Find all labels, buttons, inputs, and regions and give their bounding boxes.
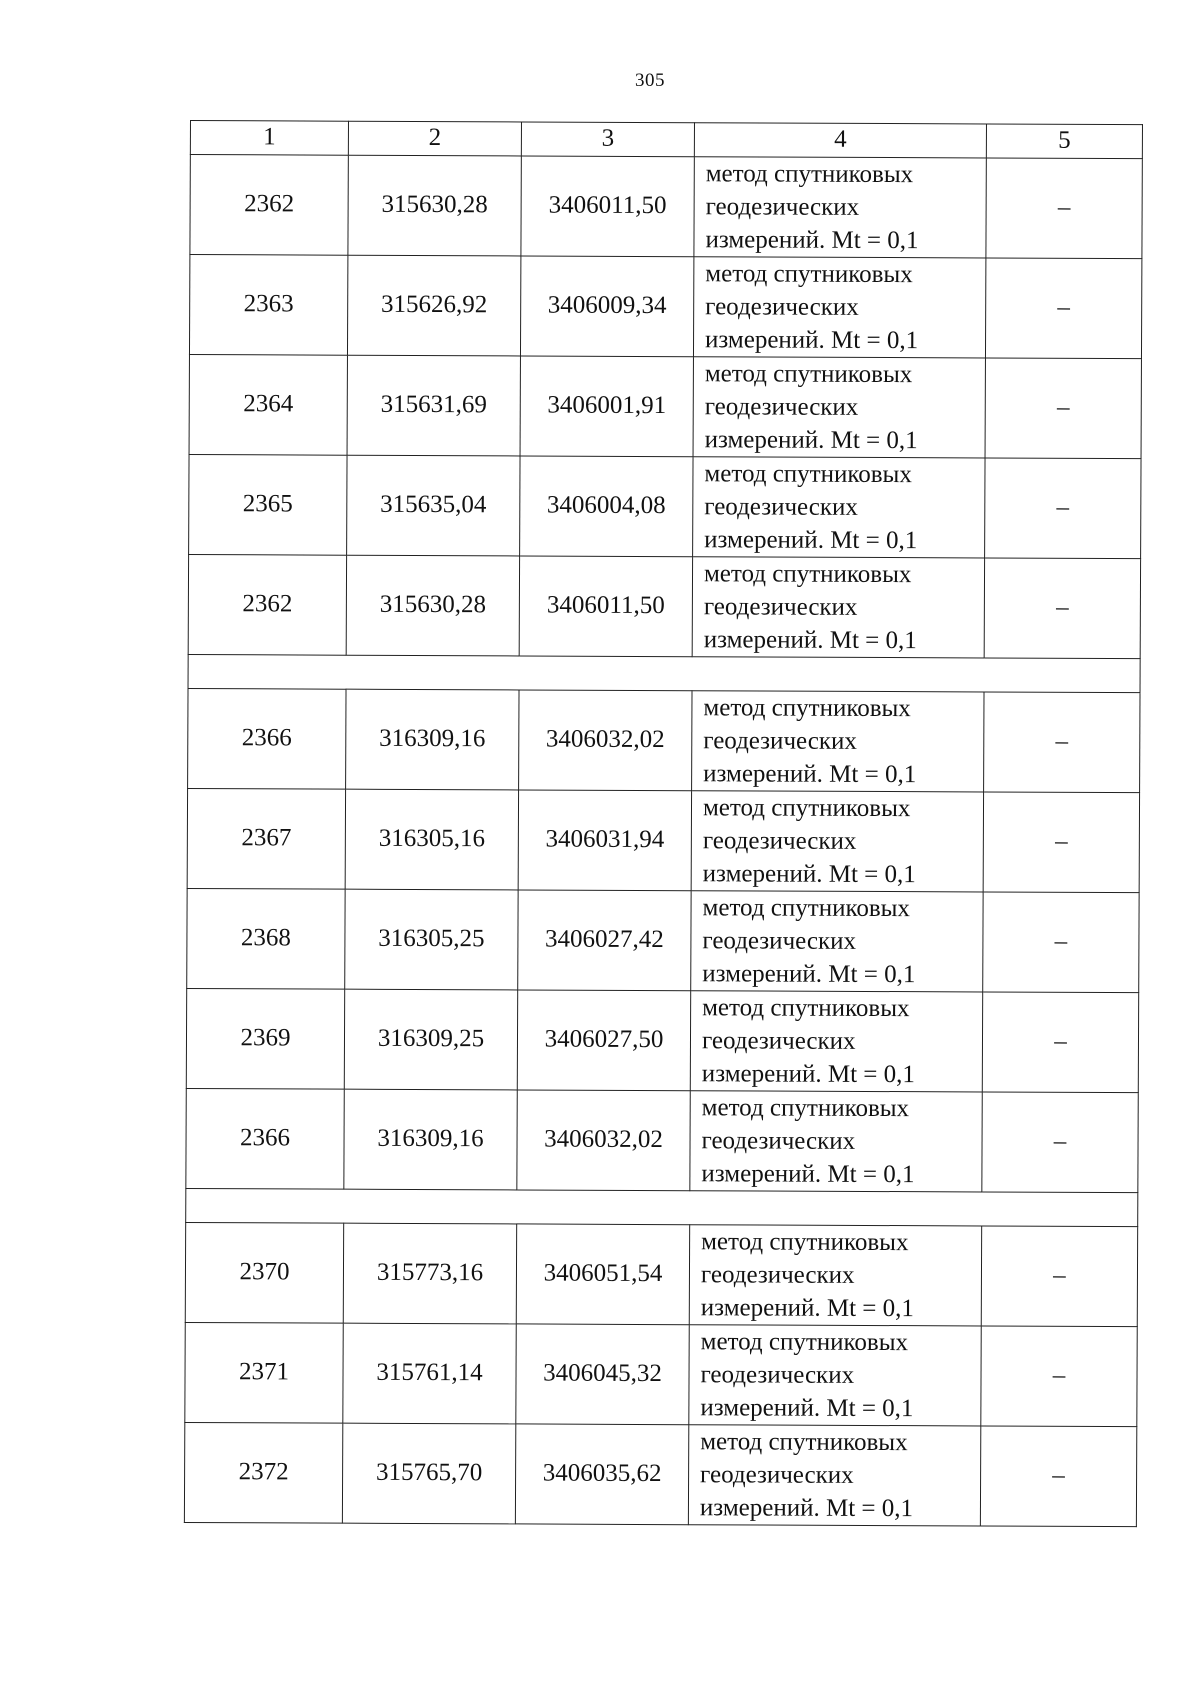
method-line: метод спутниковых	[700, 1327, 909, 1356]
method-line: геодезических	[703, 592, 858, 621]
y-coordinate-cell: 3406009,34	[520, 255, 693, 356]
x-coordinate-cell: 315630,28	[346, 555, 519, 656]
y-coordinate-cell: 3406035,62	[515, 1423, 688, 1524]
header-cell-col-4: 4	[694, 123, 986, 158]
method-cell	[692, 556, 984, 657]
point-number-cell: 2371	[185, 1322, 343, 1423]
point-number-cell: 2362	[190, 154, 348, 255]
note-cell: –	[984, 557, 1140, 658]
y-coordinate-cell: 3406045,32	[516, 1323, 689, 1424]
method-cell	[694, 156, 986, 257]
note-cell: –	[982, 1091, 1138, 1192]
y-coordinate-cell: 3406011,50	[521, 155, 694, 256]
table-row	[189, 354, 1141, 458]
method-line: измерений. Mt = 0,1	[703, 625, 917, 654]
table-separator-row	[188, 654, 1140, 692]
y-coordinate-cell: 3406027,42	[518, 889, 691, 990]
header-cell-col-1: 1	[190, 121, 348, 155]
method-line: метод спутниковых	[703, 693, 911, 722]
method-line: метод спутниковых	[702, 993, 910, 1022]
separator-cell	[186, 1188, 1138, 1226]
method-cell	[689, 1324, 981, 1425]
method-line: геодезических	[704, 492, 858, 521]
method-cell	[693, 456, 985, 557]
y-coordinate-cell: 3406004,08	[520, 455, 693, 556]
table-row	[185, 1222, 1137, 1326]
x-coordinate-cell: 316305,16	[345, 789, 518, 890]
method-cell	[691, 790, 983, 891]
method-line: измерений. Mt = 0,1	[700, 1393, 914, 1422]
note-cell: –	[986, 157, 1142, 258]
method-line: измерений. Mt = 0,1	[705, 225, 919, 254]
header-cell-col-3: 3	[521, 122, 694, 156]
x-coordinate-cell: 315761,14	[343, 1323, 516, 1424]
x-coordinate-cell: 316309,16	[344, 1089, 517, 1190]
separator-cell	[188, 654, 1140, 692]
method-line: метод спутниковых	[705, 259, 913, 288]
method-cell	[690, 1090, 982, 1191]
table-separator-row	[186, 1188, 1138, 1226]
table-row	[185, 1322, 1137, 1426]
x-coordinate-cell: 316305,25	[345, 889, 518, 990]
method-line: геодезических	[700, 1260, 855, 1289]
method-line: измерений. Mt = 0,1	[702, 859, 916, 888]
note-cell: –	[985, 257, 1141, 358]
y-coordinate-cell: 3406051,54	[516, 1223, 689, 1324]
method-line: геодезических	[701, 1126, 856, 1155]
note-cell: –	[983, 791, 1139, 892]
point-number-cell: 2365	[189, 454, 347, 555]
method-line: метод спутниковых	[700, 1427, 908, 1456]
point-number-cell: 2372	[184, 1422, 342, 1523]
table-row	[188, 554, 1140, 658]
method-cell	[689, 1224, 981, 1325]
method-line: метод спутниковых	[701, 1093, 910, 1122]
method-line: геодезических	[700, 1360, 855, 1389]
point-number-cell: 2368	[187, 888, 345, 989]
method-line: геодезических	[703, 726, 857, 755]
y-coordinate-cell: 3406027,50	[517, 989, 690, 1090]
method-line: метод спутниковых	[704, 459, 912, 488]
method-line: геодезических	[702, 926, 857, 955]
method-cell	[691, 890, 983, 991]
point-number-cell: 2362	[188, 554, 346, 655]
point-number-cell: 2366	[186, 1088, 344, 1189]
method-line: измерений. Mt = 0,1	[699, 1493, 914, 1522]
table-row	[186, 1088, 1138, 1192]
point-number-cell: 2367	[187, 788, 345, 889]
method-line: измерений. Mt = 0,1	[701, 1159, 915, 1188]
y-coordinate-cell: 3406032,02	[517, 1089, 690, 1190]
x-coordinate-cell: 315626,92	[347, 255, 520, 356]
note-cell: –	[985, 457, 1141, 558]
method-line: измерений. Mt = 0,1	[702, 959, 916, 988]
header-cell-col-2: 2	[348, 121, 521, 155]
table-row	[187, 788, 1139, 892]
table-row	[190, 154, 1142, 258]
x-coordinate-cell: 316309,25	[344, 989, 517, 1090]
method-cell	[693, 356, 985, 457]
table-row	[189, 454, 1141, 558]
method-line: метод спутниковых	[704, 359, 913, 388]
table-row	[187, 888, 1139, 992]
note-cell: –	[980, 1425, 1136, 1526]
point-number-cell: 2364	[189, 354, 347, 455]
method-line: метод спутниковых	[702, 793, 911, 822]
x-coordinate-cell: 315765,70	[342, 1423, 515, 1524]
method-line: метод спутниковых	[705, 159, 914, 188]
coordinates-table-body	[184, 121, 1142, 1527]
y-coordinate-cell: 3406032,02	[519, 689, 692, 790]
method-line: геодезических	[705, 192, 860, 221]
x-coordinate-cell: 316309,16	[346, 689, 519, 790]
table-header-row	[190, 121, 1142, 159]
note-cell: –	[983, 891, 1139, 992]
note-cell: –	[982, 991, 1138, 1092]
header-cell-col-5: 5	[986, 124, 1142, 158]
method-line: метод спутниковых	[702, 893, 911, 922]
method-line: метод спутниковых	[703, 559, 912, 588]
method-cell	[690, 990, 982, 1091]
table-row	[184, 1422, 1136, 1526]
y-coordinate-cell: 3406031,94	[518, 789, 691, 890]
point-number-cell: 2363	[189, 254, 347, 355]
method-cell	[688, 1424, 980, 1525]
method-line: измерений. Mt = 0,1	[703, 759, 917, 788]
y-coordinate-cell: 3406011,50	[519, 555, 692, 656]
coordinates-table	[184, 120, 1143, 1527]
method-line: геодезических	[701, 1026, 856, 1055]
method-line: метод спутниковых	[701, 1227, 909, 1256]
note-cell: –	[981, 1225, 1137, 1326]
x-coordinate-cell: 315631,69	[347, 355, 520, 456]
page-number: 305	[635, 70, 665, 91]
method-line: измерений. Mt = 0,1	[704, 425, 918, 454]
note-cell: –	[984, 691, 1140, 792]
method-line: измерений. Mt = 0,1	[700, 1293, 914, 1322]
point-number-cell: 2370	[185, 1222, 343, 1323]
method-line: геодезических	[705, 292, 859, 321]
note-cell: –	[981, 1325, 1137, 1426]
method-line: измерений. Mt = 0,1	[701, 1059, 915, 1088]
table-row	[189, 254, 1141, 358]
method-cell	[692, 690, 984, 791]
x-coordinate-cell: 315773,16	[343, 1223, 516, 1324]
note-cell: –	[985, 357, 1141, 458]
table-row	[186, 988, 1138, 1092]
y-coordinate-cell: 3406001,91	[520, 355, 693, 456]
method-line: геодезических	[700, 1460, 854, 1489]
point-number-cell: 2369	[186, 988, 344, 1089]
x-coordinate-cell: 315635,04	[347, 455, 520, 556]
method-line: измерений. Mt = 0,1	[704, 325, 919, 354]
method-line: измерений. Mt = 0,1	[704, 525, 918, 554]
table-row	[188, 688, 1140, 792]
method-line: геодезических	[702, 826, 857, 855]
method-line: геодезических	[704, 392, 859, 421]
x-coordinate-cell: 315630,28	[348, 155, 521, 256]
point-number-cell: 2366	[188, 688, 346, 789]
method-cell	[693, 256, 985, 357]
